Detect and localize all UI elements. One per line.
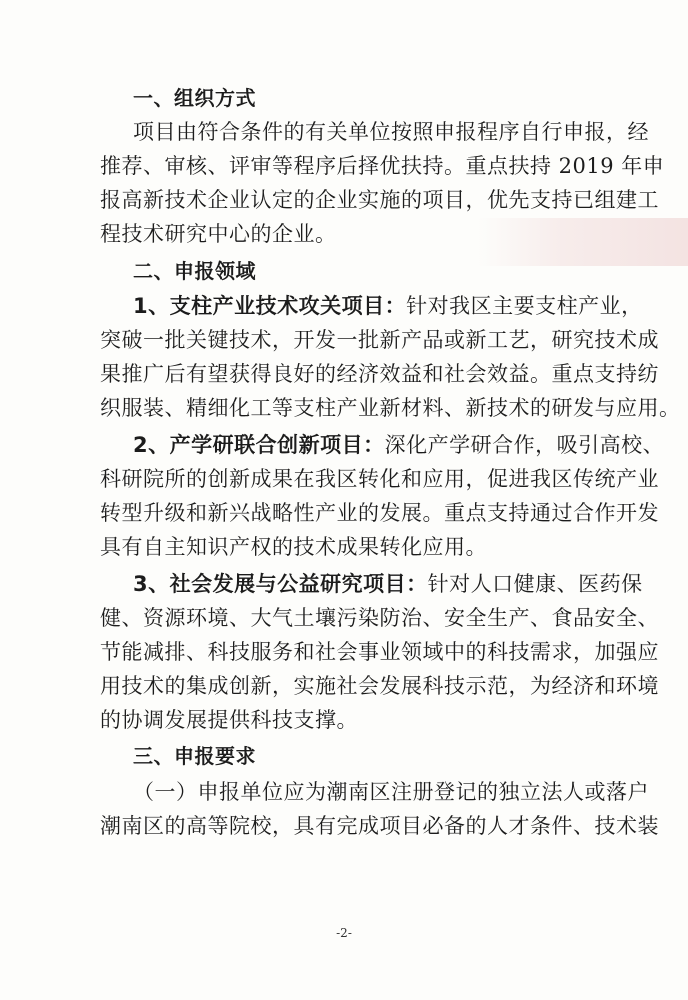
item-line xyxy=(133,570,643,598)
item-title: 2、产学研联合创新项目： xyxy=(133,433,385,457)
paragraph-line: 程技术研究中心的企业。 xyxy=(100,222,337,246)
section-heading-requirements: 三、申报要求 xyxy=(133,744,256,768)
paragraph-line: 推荐、审核、评审等程序后择优扶持。重点扶持 2019 年申 xyxy=(100,154,665,178)
item-text: 针对我区主要支柱产业， xyxy=(406,294,643,318)
item-title: 1、支柱产业技术攻关项目： xyxy=(133,294,407,318)
paragraph-line: 具有自主知识产权的技术成果转化应用。 xyxy=(100,535,487,559)
paragraph-line: 织服装、精细化工等支柱产业新材料、新技术的研发与应用。 xyxy=(100,396,681,420)
paragraph-line: 报高新技术企业认定的企业实施的项目，优先支持已组建工 xyxy=(100,188,659,212)
paragraph-line: 用技术的集成创新，实施社会发展科技示范，为经济和环境 xyxy=(100,674,659,698)
section-heading-organization: 一、组织方式 xyxy=(133,86,256,110)
item-text: 深化产学研合作，吸引高校、 xyxy=(384,433,665,457)
paragraph-line: 突破一批关键技术，开发一批新产品或新工艺，研究技术成 xyxy=(100,328,659,352)
item-title: 3、社会发展与公益研究项目： xyxy=(133,572,428,596)
item-line xyxy=(133,292,643,320)
paragraph-line: 项目由符合条件的有关单位按照申报程序自行申报，经 xyxy=(133,120,649,144)
item-text: 针对人口健康、医药保 xyxy=(427,572,643,596)
paragraph-line: 的协调发展提供科技支撑。 xyxy=(100,708,358,732)
paragraph-line: 健、资源环境、大气土壤污染防治、安全生产、食品安全、 xyxy=(100,606,659,630)
paragraph-line: （一）申报单位应为潮南区注册登记的独立法人或落户 xyxy=(133,780,649,804)
paragraph-line: 转型升级和新兴战略性产业的发展。重点支持通过合作开发 xyxy=(100,501,659,525)
paragraph-line: 潮南区的高等院校，具有完成项目必备的人才条件、技术装 xyxy=(100,814,659,838)
paragraph-line: 科研院所的创新成果在我区转化和应用，促进我区传统产业 xyxy=(100,467,659,491)
paragraph-line: 果推广后有望获得良好的经济效益和社会效益。重点支持纺 xyxy=(100,362,659,386)
page-number: -2- xyxy=(336,926,352,940)
paragraph-line: 节能减排、科技服务和社会事业领域中的科技需求，加强应 xyxy=(100,640,659,664)
ink-bleed-mark xyxy=(478,218,688,266)
section-heading-fields: 二、申报领域 xyxy=(133,259,256,283)
item-line xyxy=(133,431,664,459)
